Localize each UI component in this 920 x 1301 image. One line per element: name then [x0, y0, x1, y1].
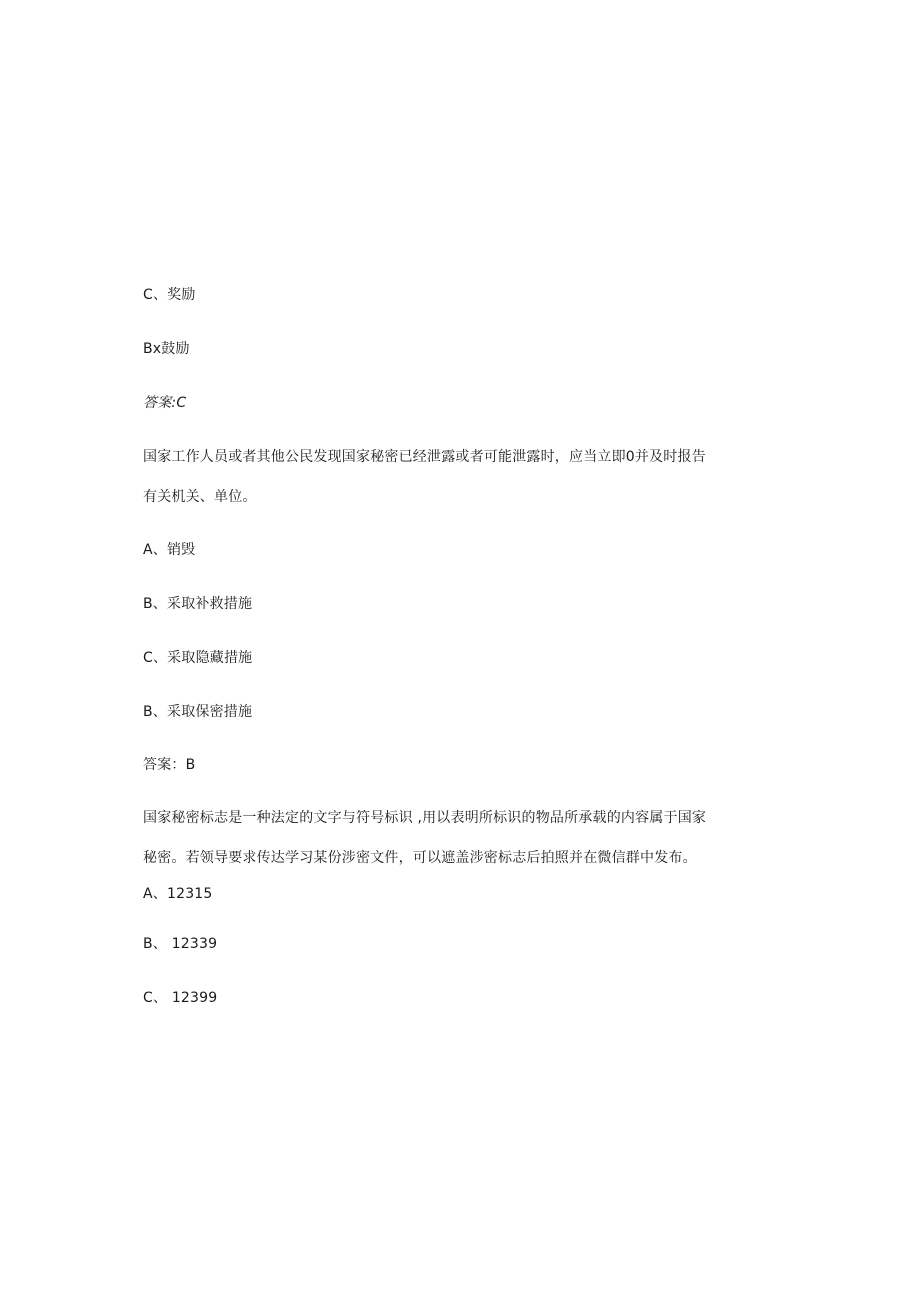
- option-c-conceal: C、采取隐藏措施: [143, 650, 253, 666]
- question-3-text-line-2: 秘密。若领导要求传达学习某份涉密文件，可以遮盖涉密标志后拍照并在微信群中发布。: [143, 850, 697, 866]
- option-c-12399: C、 12399: [143, 990, 218, 1006]
- option-a-12315: A、12315: [143, 886, 213, 902]
- option-c-reward: C、奖励: [143, 287, 196, 303]
- option-b-remedial: B、采取补救措施: [143, 596, 253, 612]
- option-b-secrecy: B、采取保密措施: [143, 704, 253, 720]
- option-a-destroy: A、销毁: [143, 542, 196, 558]
- answer-line-1: 答案:C: [143, 395, 187, 411]
- answer-line-2: 答案：B: [143, 757, 196, 773]
- question-3-text-line-1: 国家秘密标志是一种法定的文字与符号标识 ,用以表明所标识的物品所承载的内容属于国家: [143, 810, 707, 826]
- question-2-text-line-2: 有关机关、单位。: [143, 489, 257, 505]
- option-b-encourage: Bx鼓励: [143, 341, 190, 357]
- question-2-text-line-1: 国家工作人员或者其他公民发现国家秘密已经泄露或者可能泄露时，应当立即0并及时报告: [143, 449, 706, 465]
- option-b-12339: B、 12339: [143, 936, 218, 952]
